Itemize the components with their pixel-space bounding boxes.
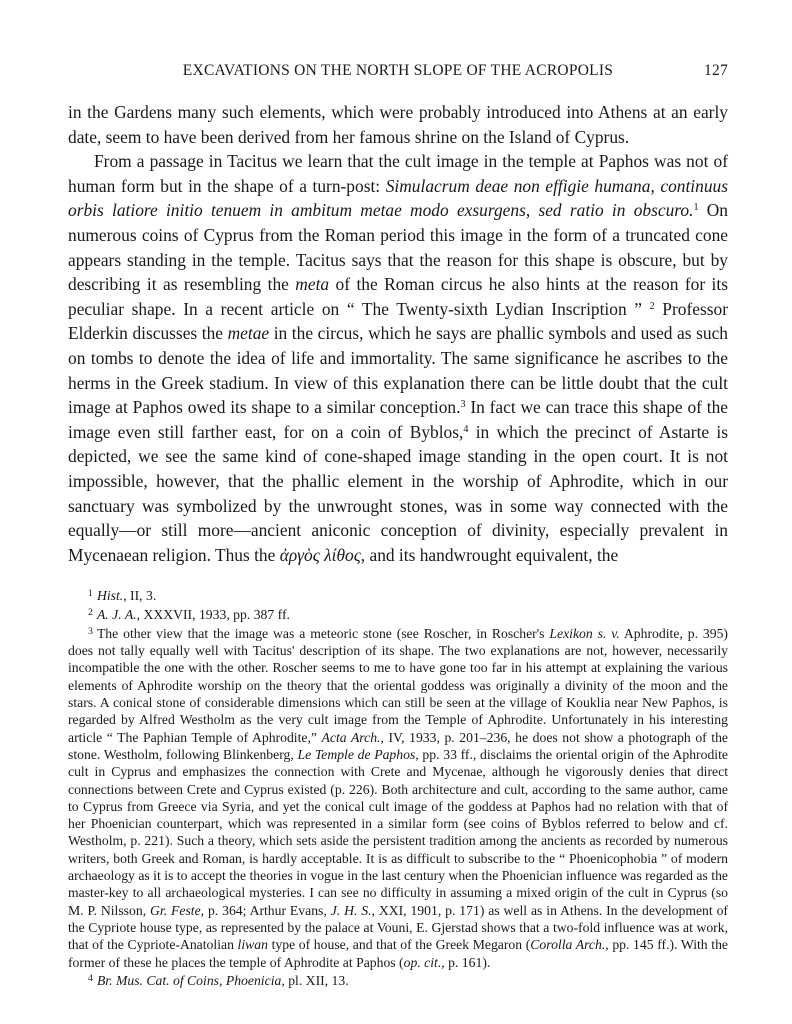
text-run: On numerous coins of Cyprus from the Roman period this image in the form of a truncated cone appears standing in the temple. Tacitus says that the reason for this shape is obscure, but by describing it as resembling the — [68, 200, 728, 295]
text-run: , and its handwrought equivalent, the — [360, 544, 619, 565]
main-text — [68, 100, 728, 567]
footnote-ref-1: 1 — [693, 202, 699, 214]
text-run: in which the precinct of Astarte is depicted, we see the same kind of cone-shaped image standing in the open court. It is not impossible, however, that the phallic element in the worship of Aphrodite, which in our sanctuary was symbolized by the unwrought stones, was in some way connected with the equally—or still more—ancient aniconic conception of divinity, especially prevalent in Mycenaean religion. Thus the — [68, 421, 728, 565]
text-run: , p. 161). — [441, 954, 491, 970]
footnote-2 — [68, 606, 728, 623]
footnote-mark: 2 — [88, 606, 93, 618]
greek-phrase: ἀργὸς λίθος — [279, 544, 361, 565]
text-run: in the circus, which he says are phallic symbols and used as such on tombs to denote the idea of life and immortality. The same significance he ascribes to the herms in the Greek stadium. In view of this explanation there can be little doubt that the cult image at Paphos owed its shape to a similar conception. — [68, 323, 728, 418]
italic-citation: Acta Arch. — [321, 729, 381, 745]
text-run: , pp. 33 ff., disclaims the oriental origin of the Aphrodite cult in Cyprus and emphasizes the connection with Crete and Mycenae, although he vigorously denies that direct connections between Crete and Cyprus existed (p. 226). Both architecture and cult, according to the same author, came to Cyprus from Greece via Syria, and yet the conical cult image of the goddess at Paphos had no relation with that of her Phoenician counterpart, which was represented in a similar form (see coins of Byblos referred to below and cf. Westholm, p. 221). Such a theory, which sets aside the persistent tradition among the ancients as recorded by numerous writers, both Greek and Roman, is hardly acceptable. It is as difficult to subscribe to the “ Phoenicophobia ” of modern archaeology as it is to accept the theories in vogue in the last century when the Phoenician influence was regarded as the master-key to all archaeological mysteries. I can see no difficulty in assuming a mixed origin of the cult in Cyprus (so M. P. Nilsson, — [68, 746, 728, 918]
footnote-4 — [68, 972, 728, 989]
citation-title: Hist. — [96, 588, 124, 604]
paragraph-tacitus — [68, 149, 728, 567]
footnotes — [68, 587, 728, 989]
citation-title: Br. Mus. Cat. of Coins, Phoenicia — [96, 973, 282, 989]
text-run: Professor Elderkin discusses the — [68, 298, 728, 344]
footnote-ref-2: 2 — [649, 300, 655, 312]
italic-term-meta: meta — [295, 274, 330, 295]
latin-quotation: Simulacrum deae non effigie humana, continuus orbis latiore initio tenuem in ambitum metae modo exsurgens, sed ratio in obscuro. — [68, 175, 728, 221]
text-run: The other view that the image was a meteoric stone (see Roscher, in Roscher's — [96, 625, 550, 641]
footnote-3 — [68, 625, 728, 971]
citation-detail: , II, 3. — [123, 588, 157, 604]
italic-citation: Corolla Arch. — [530, 937, 606, 953]
text-run: , XXI, 1901, p. 171) as well as in Athens. In the development of the Cypriote house type, as represented by the palace at Vouni, E. Gjerstad shows that a two-fold influence was at work, that of the Cypriote-Anatolian — [68, 902, 728, 953]
running-title: EXCAVATIONS ON THE NORTH SLOPE OF THE ACROPOLIS — [182, 62, 614, 79]
footnote-mark: 4 — [88, 973, 93, 985]
italic-citation: Le Temple de Paphos — [297, 746, 416, 762]
footnote-1 — [68, 587, 728, 604]
italic-citation: op. cit. — [403, 954, 442, 970]
italic-term: liwan — [237, 937, 268, 953]
citation-detail: , XXXVII, 1933, pp. 387 ff. — [136, 607, 290, 623]
text-run: , pp. 145 ff.). With the former of these he places the temple of Aphrodite at Paphos ( — [68, 937, 728, 970]
text-run: From a passage in Tacitus we learn that the cult image in the temple at Paphos was not of human form but in the shape of a turn-post: — [68, 151, 728, 196]
text-run: Aphrodite, p. 395) does not tally equally well with Tacitus' description of its shape. The two explanations are not, however, necessarily incompatible the one with the other. Roscher seems to me to have gone too far in his attempt at explaining the various elements of Aphrodite worship on the theory that the oriental goddess was originally a divinity of the moon and the stars. A conical stone of considerable dimensions which can still be seen at the village of Kouklia near New Paphos, is regarded by Alfred Westholm as the very cult image from the Temple of Aphrodite. Unfortunately in his interesting article “ The Paphian Temple of Aphrodite,” — [68, 625, 728, 745]
text-run: of the Roman circus he also hints at the reason for its peculiar shape. In a recent article on “ The Twenty-sixth Lydian Inscription ” — [68, 274, 728, 319]
italic-citation: J. H. S. — [330, 902, 372, 918]
running-header — [68, 62, 728, 86]
footnote-ref-4: 4 — [463, 423, 469, 435]
footnote-ref-3: 3 — [460, 398, 466, 410]
text-run: , IV, 1933, p. 201–236, he does not show a photograph of the stone. Westholm, following Blinkenberg, — [68, 729, 729, 762]
citation-detail: , pl. XII, 13. — [281, 973, 349, 989]
italic-citation: Lexikon s. v. — [549, 625, 620, 641]
italic-citation: Gr. Feste — [150, 902, 201, 918]
paragraph-continued: in the Gardens many such elements, which were probably introduced into Athens at an early date, seem to have been derived from her famous shrine on the Island of Cyprus. — [68, 102, 728, 147]
text-run: , p. 364; Arthur Evans, — [200, 902, 331, 918]
italic-term-metae: metae — [227, 323, 270, 344]
citation-title: A. J. A. — [96, 607, 137, 623]
footnote-mark: 1 — [88, 588, 93, 600]
text-run: In fact we can trace this shape of the image even still farther east, for on a coin of Byblos, — [68, 397, 728, 442]
footnote-mark: 3 — [88, 625, 93, 637]
text-run: type of house, and that of the Greek Megaron ( — [267, 937, 531, 953]
page-number: 127 — [704, 62, 728, 79]
